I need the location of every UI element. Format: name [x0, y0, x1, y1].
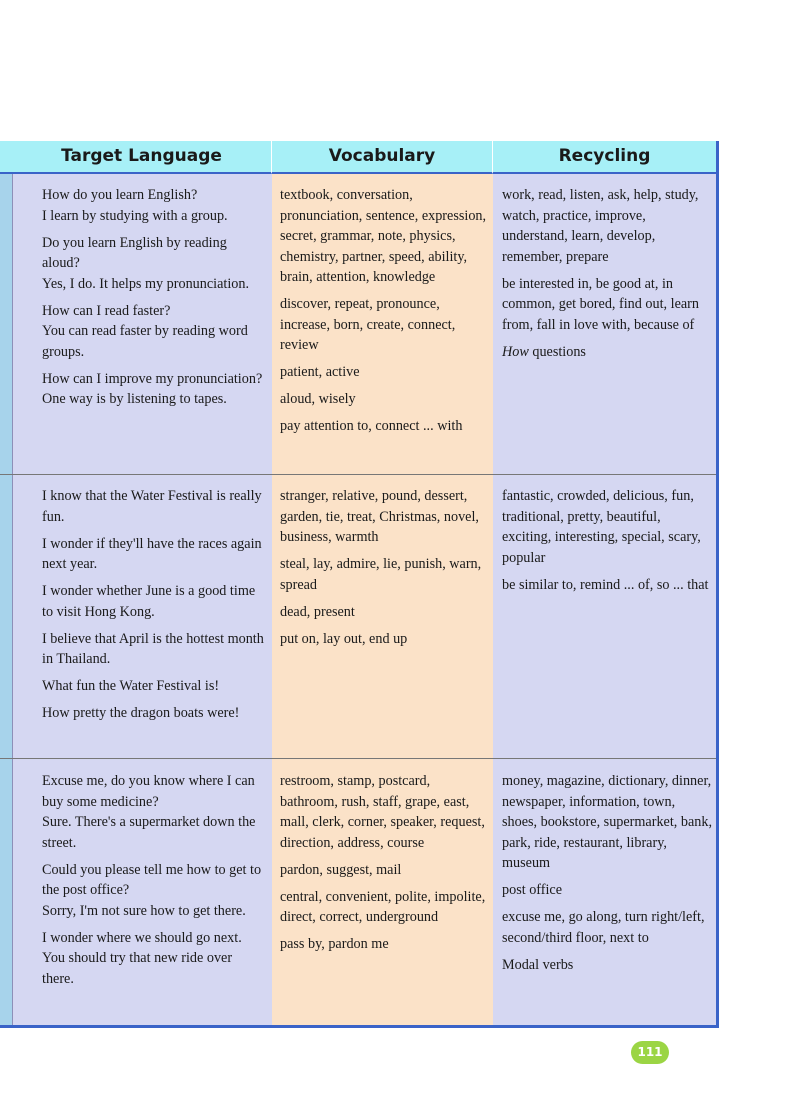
- cell-paragraph: dead, present: [280, 603, 355, 620]
- cell-paragraph: post office: [502, 882, 563, 898]
- cell-paragraph: I wonder if they'll have the races again next year.: [42, 535, 262, 572]
- cell-paragraph: work, read, listen, ask, help, study, watch, practice, improve, understand, learn, develop, remember, prepare: [502, 187, 699, 265]
- cell-paragraph: How pretty the dragon boats were!: [42, 705, 240, 721]
- cell-paragraph: I wonder where we should go next. You should try that new ride over there.: [42, 929, 242, 987]
- cell-paragraph: How do you learn English? I learn by studying with a group.: [42, 187, 228, 224]
- cell-paragraph: I wonder whether June is a good time to visit Hong Kong.: [42, 583, 256, 620]
- cell-paragraph: pay attention to, connect ... with: [280, 418, 463, 434]
- cell-paragraph: How can I read faster? You can read faster by reading word groups.: [42, 302, 248, 360]
- cell-paragraph: stranger, relative, pound, dessert, garden, tie, treat, Christmas, novel, business, warmth: [280, 488, 479, 545]
- row-divider: [0, 474, 716, 475]
- header-vocabulary: Vocabulary: [272, 141, 493, 174]
- cell-paragraph: I believe that April is the hottest month in Thailand.: [42, 630, 264, 667]
- page-number: 111: [631, 1041, 669, 1064]
- target-language-cell: [42, 486, 267, 730]
- cell-paragraph: How can I improve my pronunciation? One way is by listening to tapes.: [42, 370, 263, 407]
- cell-paragraph: How questions: [502, 343, 586, 360]
- recycling-cell: [502, 771, 712, 982]
- target-language-cell: [42, 771, 267, 996]
- header-recycling: Recycling: [493, 141, 716, 174]
- header-target-language: Target Language: [12, 141, 272, 174]
- recycling-cell: [502, 486, 712, 602]
- left-edge-column: [0, 141, 12, 1025]
- target-language-cell: [42, 185, 267, 416]
- cell-paragraph: What fun the Water Festival is!: [42, 678, 220, 694]
- cell-paragraph: restroom, stamp, postcard, bathroom, rush, staff, grape, east, mall, clerk, corner, speaker, request, direction, address, course: [280, 773, 485, 851]
- cell-paragraph: be similar to, remind ... of, so ... that: [502, 576, 709, 593]
- cell-paragraph: I know that the Water Festival is really fun.: [42, 488, 262, 525]
- cell-paragraph: Excuse me, do you know where I can buy some medicine? Sure. There's a supermarket down the street.: [42, 773, 256, 851]
- header-edge: [0, 141, 12, 174]
- cell-paragraph: Do you learn English by reading aloud? Yes, I do. It helps my pronunciation.: [42, 234, 250, 292]
- cell-paragraph: discover, repeat, pronounce, increase, born, create, connect, review: [280, 296, 456, 353]
- vocabulary-cell: [280, 185, 488, 443]
- cell-paragraph: excuse me, go along, turn right/left, second/third floor, next to: [502, 909, 705, 946]
- cell-paragraph: steal, lay, admire, lie, punish, warn, spread: [280, 556, 482, 593]
- vocabulary-cell: [280, 771, 488, 961]
- cell-paragraph: Could you please tell me how to get to the post office? Sorry, I'm not sure how to get there.: [42, 861, 262, 919]
- italic-term: How: [502, 343, 529, 360]
- cell-paragraph: pass by, pardon me: [280, 936, 389, 952]
- recycling-cell: [502, 185, 712, 369]
- cell-paragraph: be interested in, be good at, in common, get bored, find out, learn from, fall in love with, because of: [502, 275, 699, 333]
- cell-paragraph: patient, active: [280, 364, 360, 380]
- cell-paragraph: pardon, suggest, mail: [280, 861, 402, 878]
- cell-paragraph: put on, lay out, end up: [280, 630, 408, 647]
- cell-paragraph: fantastic, crowded, delicious, fun, traditional, pretty, beautiful, exciting, interesting, special, scary, popular: [502, 488, 701, 566]
- cell-paragraph: central, convenient, polite, impolite, direct, correct, underground: [280, 888, 486, 925]
- cell-paragraph: Modal verbs: [502, 956, 574, 973]
- cell-paragraph: aloud, wisely: [280, 391, 356, 407]
- row-divider: [0, 758, 716, 759]
- vocabulary-cell: [280, 486, 488, 656]
- cell-paragraph: textbook, conversation, pronunciation, sentence, expression, secret, grammar, note, physics, chemistry, partner, speed, ability, brain, attention, knowledge: [280, 187, 487, 285]
- cell-paragraph: money, magazine, dictionary, dinner, newspaper, information, town, shoes, bookstore, supermarket, bank, park, ride, restaurant, library, museum: [502, 773, 713, 871]
